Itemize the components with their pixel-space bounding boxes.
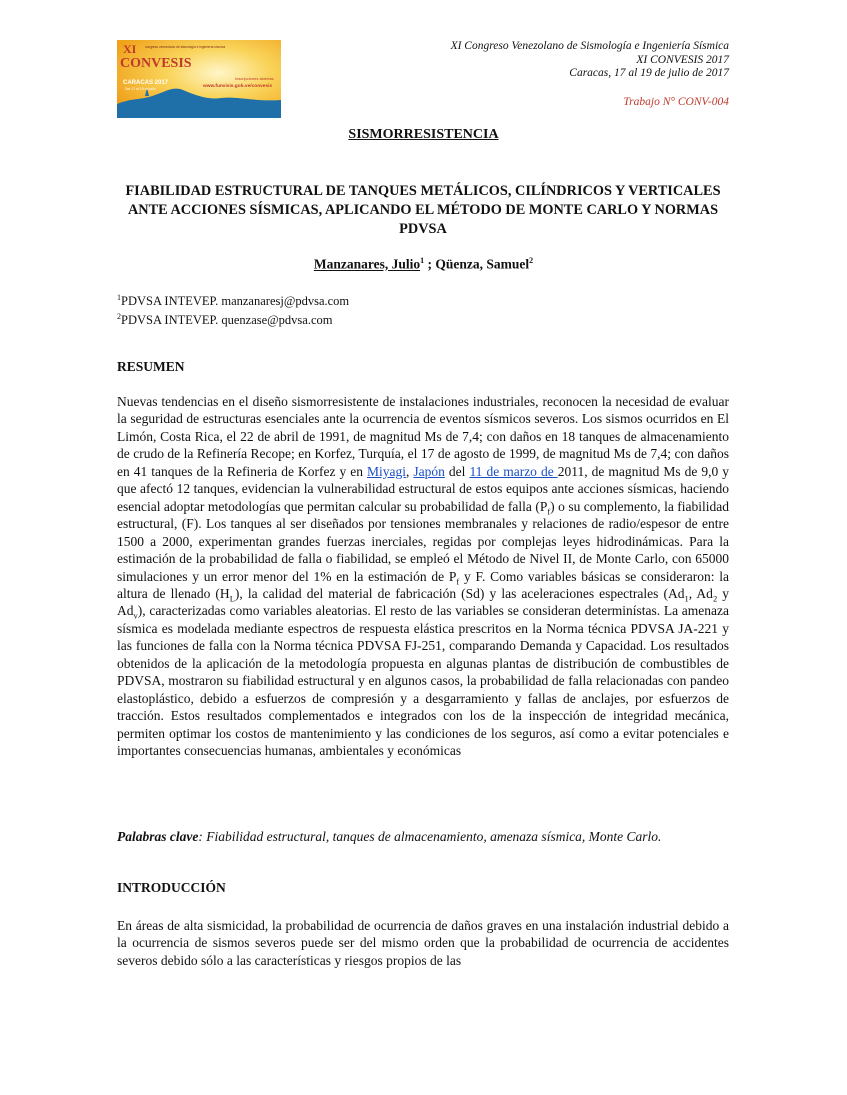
abstract-paragraph (117, 393, 729, 760)
conference-header (451, 40, 729, 81)
keywords (117, 828, 729, 845)
abstract-text-5: ), la calidad del material de fabricación (Sd) y las aceleraciones espectrales (Ad (234, 585, 685, 601)
logo-invite: Inscripciones abiertas (235, 76, 274, 81)
keywords-label: Palabras clave (117, 829, 199, 844)
abstract-text-2: 2011, de magnitud Ms de 9,0 y que afectó 12 tanques, evidencian la vulnerabilidad estructural de estos equipos ante acciones sísmicas, haciendo esencial adoptar metodologías que permitan calcular su probabilidad de falla (P (117, 463, 730, 514)
abstract-text-6: , Ad (688, 585, 713, 601)
author-2-sup: 2 (529, 256, 534, 265)
logo-subtitle: congreso venezolano de sismología e ingeniería sísmica (145, 45, 226, 49)
intro-heading: INTRODUCCIÓN (117, 880, 226, 895)
logo-url: www.funvisis.gob.ve/convesis (203, 84, 273, 89)
authors (0, 256, 847, 273)
abstract-sep-1: , (406, 463, 414, 479)
resumen-heading: RESUMEN (117, 359, 185, 374)
logo-title-line2: CONVESIS (120, 56, 192, 71)
abstract-sep-2: del (444, 463, 470, 479)
author-1-sup: 1 (420, 256, 425, 265)
link-fecha[interactable]: 11 de marzo de (469, 463, 558, 479)
convesis-logo (117, 40, 281, 118)
affiliation-2-sup: 2 (117, 312, 121, 322)
logo-dates: Del 17 al 19 de julio (125, 87, 156, 91)
conference-date: Caracas, 17 al 19 de julio de 2017 (569, 67, 729, 79)
logo-location: CARACAS 2017 (123, 80, 169, 86)
subscript-l: L (229, 593, 235, 604)
abstract-text-7: y Ad (117, 585, 730, 619)
conference-short: XI CONVESIS 2017 (636, 53, 729, 66)
author-1: Manzanares, Julio (313, 256, 421, 272)
conference-name: XI Congreso Venezolano de Sismología e Ingeniería Sísmica (450, 40, 729, 52)
affiliation-2-text: PDVSA INTEVEP. quenzase@pdvsa.com (121, 313, 333, 328)
abstract-text-8: ), caracterizadas como variables aleatorias. El resto de las variables se consideran determinístas. La amenaza sísmica es modelada mediante espectros de respuesta elástica prescritos en la Norma técnica PDVSA JA-221 y las funciones de falla con la Norma técnica PDVSA FJ-251, comparando Demanda y Capacidad. Los resultados obtenidos de la aplicación de la metodología propuesta en algunas plantas de distribución de combustibles de PDVSA, mostraron su fiabilidad estructural y en algunos casos, la probabilidad de falla relacionadas con pandeo elastoplástico, debido a esfuerzos de compresión y a desgarramiento y fallas de anclajes, por esfuerzos de tracción. Estos resultados complementados e integrados con los de la inspección de integridad mecánica, permiten optimar los costos de mantenimiento y las condiciones de los seguros, así como a evitar potenciales e importantes consecuencias humanas, ambientales y económicas (117, 603, 729, 759)
paper-number: Trabajo N° CONV-004 (623, 96, 729, 108)
subscript-f: f (547, 506, 551, 517)
subscript-v: v (133, 611, 138, 622)
paper-title: FIABILIDAD ESTRUCTURAL DE TANQUES METÁLICOS, CILÍNDRICOS Y VERTICALES ANTE ACCIONES SÍSMICAS, APLICANDO EL MÉTODO DE MONTE CARLO Y NORMAS PDVSA (125, 183, 721, 237)
author-separator: ; (424, 256, 436, 272)
link-japon[interactable]: Japón (413, 463, 445, 479)
subscript-2: 2 (712, 593, 718, 604)
intro-paragraph: En áreas de alta sismicidad, la probabilidad de ocurrencia de daños graves en una instalación industrial debido a la ocurrencia de sismos severos puede ser del mismo orden que la probabilidad de ocurrencia de accidentes severos debido sólo a las características y riesgos propios de las (117, 918, 729, 968)
logo-title-line1: XI (123, 42, 137, 56)
affiliations (117, 290, 349, 328)
abstract-text-4: y F. Como variables básicas se consideraron: la altura de llenado (H (117, 568, 729, 601)
keywords-text: : Fiabilidad estructural, tanques de almacenamiento, amenaza sísmica, Monte Carlo. (198, 829, 662, 844)
link-miyagi[interactable]: Miyagi (367, 463, 407, 479)
affiliation-1 (117, 290, 349, 309)
abstract-text-3: ) o su complemento, la fiabilidad estructural, (F). Los tanques al ser diseñados por tensiones membranales y relaciones de radio/espesor de entre 1500 a 2000, experimentan grandes fuerzas inerciales, regidas por complejas leyes hidrodinámicas. Para la estimación de la probabilidad de falla o fiabilidad, se empleó el Método de Nivel II, de Monte Carlo, con 65000 simulaciones y un error menor del 1% en la estimación de P (117, 498, 729, 584)
affiliation-1-text: PDVSA INTEVEP. manzanaresj@pdvsa.com (121, 294, 350, 309)
affiliation-1-sup: 1 (117, 293, 121, 302)
affiliation-2 (117, 309, 349, 328)
subscript-f: f (456, 576, 460, 587)
author-2: Qüenza, Samuel (435, 256, 530, 272)
section-title: SISMORRESISTENCIA (348, 127, 499, 142)
abstract-text-1: Nuevas tendencias en el diseño sismorresistente de instalaciones industriales, reconocen la necesidad de evaluar la seguridad de estructuras esenciales ante la ocurrencia de eventos sísmicos severos. Los sismos ocurridos en El Limón, Costa Rica, el 22 de abril de 1991, de magnitud Ms de 7,4; con daños en 18 tanques de almacenamiento de crudo de la Refinería Recope; en Korfez, Turquía, el 17 de agosto de 1999, de magnitud Ms de 7,4; con daños en 41 tanques de la Refineria de Korfez y en (117, 394, 729, 479)
subscript-1: 1 (684, 593, 689, 604)
